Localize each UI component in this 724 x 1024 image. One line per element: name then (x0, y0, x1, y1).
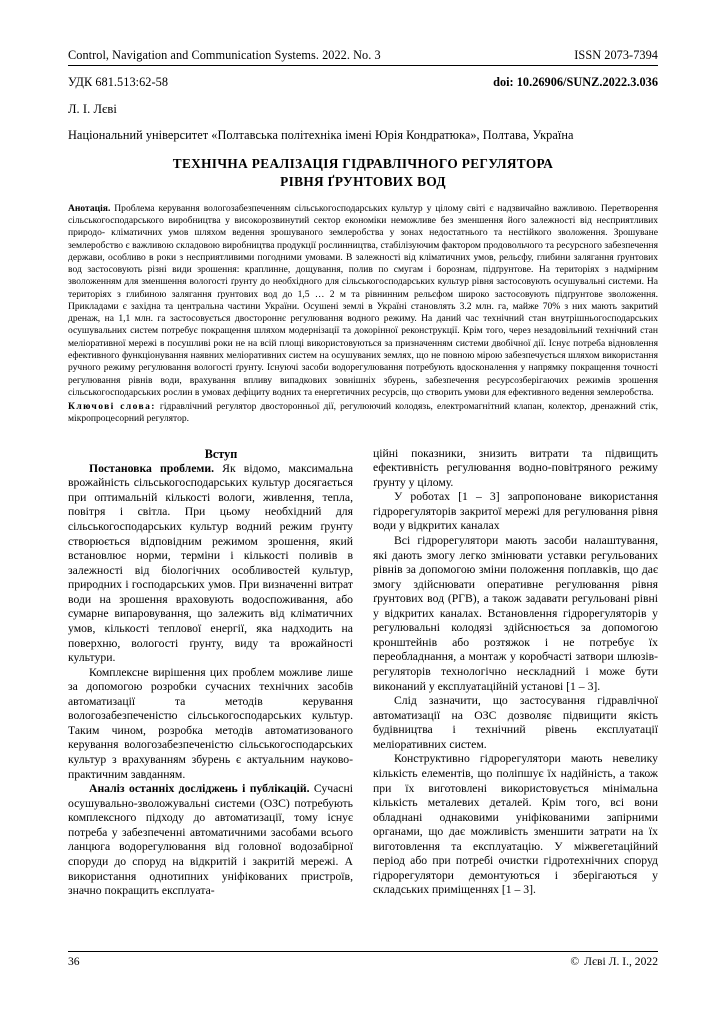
paragraph (373, 447, 658, 491)
left-column (68, 447, 353, 899)
page-footer (68, 955, 658, 968)
title-line-1: ТЕХНІЧНА РЕАЛІЗАЦІЯ ГІДРАВЛІЧНОГО РЕГУЛЯТОРА (172, 156, 554, 172)
paragraph (68, 782, 353, 899)
keywords-text: гідравлічний регулятор двосторонньої дії, регулюючий колодязь, електромагнітний клапан, колектор, дренажний стік, мікропроцесорний регулятор. (68, 401, 658, 425)
running-head (68, 0, 658, 65)
body-columns (68, 447, 658, 899)
copyright-icon: © (570, 955, 580, 968)
doi-link[interactable]: doi: 10.26906/SUNZ.2022.3.036 (493, 75, 658, 90)
author-name: Л. І. Лєві (68, 102, 117, 117)
abstract-label: Анотація. (68, 202, 111, 214)
paragraph-text: Комплексне вирішення цих проблем можливе лише за допомогою розробки сучасних технічних засобів автоматизації та методів керування вологозабезпеченістю сільськогосподарських культур. Таким чином, розробка методів автоматизованого керування вологозабезпеченістю сільськогосподарських культур з врахуванням збурень є актуальним науково-практичним завданням. (68, 665, 353, 781)
udk-code: УДК 681.513:62-58 (68, 75, 169, 90)
page-title (92, 155, 635, 190)
paragraph-runin: Аналіз останніх досліджень і публікацій. (89, 782, 310, 796)
footer-divider (68, 951, 658, 952)
section-heading: Вступ (204, 446, 238, 461)
keywords-label: Ключові слова: (68, 401, 156, 413)
page-number: 36 (68, 955, 80, 968)
paragraph-text: Всі гідрорегулятори мають засоби налаштування, які дають змогу легко змінювати уставки регульованих рівнів за допомогою зміни положення поплавків, що дає змогу здійснювати оперативне регулювання рівня ґрунтових вод (РГВ), а також задавати регульовані рівні у відкритих каналах. Встановлення гідрорегуляторів у регулювальні колодязі здійснюється за допомогою кронштейнів або розтяжок і не потребує їх переобладнання, а монтаж у коробчасті затвори шлюзів-регуляторів технологічно нескладний і може бути виконаний у експлуатаційній установі [1 – 3]. (373, 533, 658, 693)
paragraph (68, 462, 353, 666)
paragraph-text: ційні показники, знизить витрати та підвищить ефективність регулювання водно-повітряного режиму ґрунту у цілому. (373, 446, 658, 489)
paragraph-text: Слід зазначити, що застосування гідравлічної автоматизації на ОЗС дозволяє підвищити якість будівництва і технічний рівень експлуатації меліоративних систем. (373, 694, 658, 751)
paragraph (373, 534, 658, 694)
affiliation: Національний університет «Полтавська політехніка імені Юрія Кондратюка», Полтава, Україна (68, 128, 574, 143)
copyright-notice (570, 955, 658, 968)
abstract (68, 203, 658, 399)
paragraph (68, 666, 353, 783)
issn-number: ISSN 2073-7394 (574, 48, 658, 62)
right-column (373, 447, 658, 898)
paragraph-text: Конструктивно гідрорегулятори мають невелику кількість елементів, що поліпшує їх надійність, а також при їх виготовлені використовується мінімальна кількість металевих деталей. Крім того, всі вони обладнані однаковими уніфікованими запірними органами, що дає можливість зменшити затрати на їх виготовлення та експлуатацію. У міжвегетаційний період або при потребі очистки гідротехнічних споруд гідрорегулятори демонтуються і зберігаються у складських приміщеннях [1 – 3]. (373, 752, 658, 897)
identifier-row (68, 75, 658, 90)
page-content (68, 0, 658, 899)
abstract-text: Проблема керування вологозабезпеченням сільськогосподарських культур у цілому світі є надзвичайно важливою. Перетворення сільськогосподарського виробництва у високорозвинутий сектор економіки неможливе без зменшення його залежності від несприятливих природо- кліматичних умов шляхом ведення зрошуваного землеробства у зонах недостатнього та нестійкого зволоження. Зрошуване землеробство є важливою складовою виробництва продукції рослинництва, стабілізуючим фактором продовольчого та ресурсного забезпечення держави, особливо в роки з несприятливими погодними умовами. В залежності від кліматичних умов, рельєфу, глибини залягання ґрунтових вод застосовують різні види зрошення: краплинне, дощування, полив по смугам і борознам, підґрунтове. На територіях з надмірним зволоженням для зменшення вологості ґрунту до необхідного для сільськогосподарських культур рівня застосовують осушувальні системи. На територіях з глибиною залягання ґрунтових вод до 1,5 … 2 м та рівнинним рельєфом широко застосовують підґрунтове зволоження. Прикладами є західна та центральна частини України. Осушені землі в Україні становлять 3.2 млн. га, майже 70% з них мають закритий дренаж, на 1,1 млн. га застосовується двостороннє регулювання водного режиму. На даний час технічний стан внутрішньогосподарських осушувальних систем потребує покращення шляхом модернізації та докорінної реконструкції. Крім того, через незадовільний технічний стан меліоративної мережі в посушливі роки не на всій площі використовуються за призначенням системи двобічної дії. Існує потреба відновлення ефективного функціонування наявних меліоративних систем на осушуваних землях, що не повною мірою забезпечується шляхом використання ручного режиму регулювання вологості ґрунту. Існуючі засоби водорегулювання потребують вдосконалення у напрямку покращення точності регулювання рівнів води, врахування впливу випадкових зовнішніх збурень, забезпечення ресурсозберігаючих режимів зрошення сільськогосподарських рослин в умовах дефіциту водних та енергетичних ресурсів, що створить умови для ефективного ведення землеробства. (68, 202, 658, 398)
paragraph-text: У роботах [1 – 3] запропоноване використання гідрорегуляторів закритої мережі для регулювання рівня води у відкритих каналах (373, 490, 658, 533)
paragraph-text: Сучасні осушувально-зволожувальні системи (ОЗС) потребують комплексного підходу до автоматизації, тому існує потреба у забезпеченні автоматичними засобами всього ланцюга водорегулювання від головної водозабірної споруди до споруд на відкритій і закритій мережі. А використання однотипних уніфікованих пристроїв, значно покращить експлуата- (68, 782, 353, 898)
paragraph (373, 490, 658, 534)
paragraph-runin: Постановка проблеми. (89, 461, 215, 475)
header-divider (68, 65, 658, 66)
paragraph (373, 694, 658, 752)
journal-title: Control, Navigation and Communication Systems. 2022. No. 3 (68, 48, 381, 62)
paragraph (373, 752, 658, 898)
copyright-text: Лєві Л. І., 2022 (584, 955, 658, 968)
title-line-2: РІВНЯ ҐРУНТОВИХ ВОД (280, 173, 446, 189)
paragraph-text: Як відомо, максимальна врожайність сільськогосподарських культур досягається при оптимальній кількості вологи, живлення, тепла, повітря і світла. При цьому необхідний для сільськогосподарських культур водний режим ґрунту створюється відповідним режимом зрошення, який встановлює норми, терміни і кількості поливів в залежності від біологічних особливостей культур, природних і господарських умов. При визначенні витрат води на зрошення враховують водоспоживання, або сумарне випаровування, що залежить від кліматичних умов, кількості теплової енергії, яка надходить на поверхню, вологості ґрунту, виду та врожайності культури. (68, 461, 354, 665)
keywords (68, 401, 658, 426)
